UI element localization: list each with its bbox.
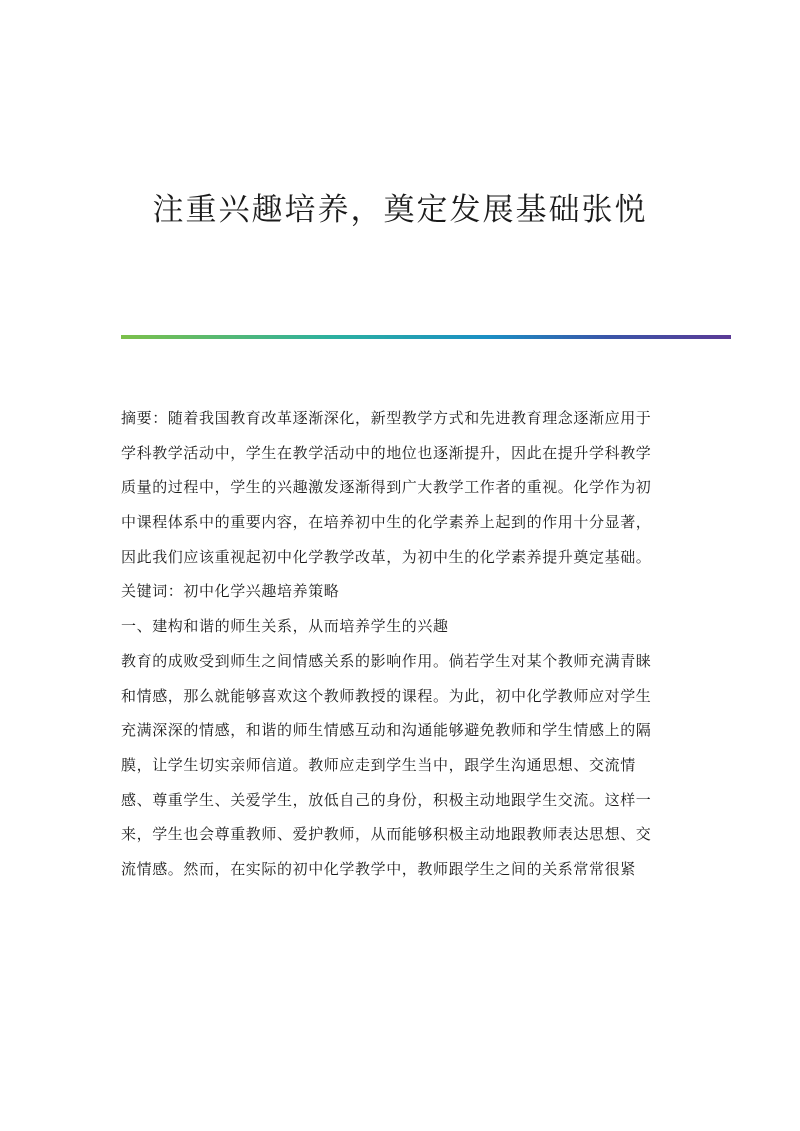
title-divider: [121, 335, 731, 339]
section-line: 感、尊重学生、关爱学生，放低自己的身份，积极主动地跟学生交流。这样一: [121, 790, 652, 809]
section-heading: 一、建构和谐的师生关系，从而培养学生的兴趣: [121, 617, 449, 636]
section-line: 和情感，那么就能够喜欢这个教师教授的课程。为此，初中化学教师应对学生: [121, 686, 652, 705]
section-line: 充满深深的情感，和谐的师生情感互动和沟通能够避免教师和学生情感上的隔: [121, 721, 652, 740]
section-line: 流情感。然而，在实际的初中化学教学中，教师跟学生之间的关系常常很紧: [121, 859, 636, 878]
abstract-line: 因此我们应该重视起初中化学教学改革，为初中生的化学素养提升奠定基础。: [121, 547, 652, 566]
page-title: 注重兴趣培养，奠定发展基础张悦: [152, 192, 648, 228]
abstract-line: 摘要：随着我国教育改革逐渐深化，新型教学方式和先进教育理念逐渐应用于: [121, 409, 652, 427]
keywords-line: 关键词：初中化学兴趣培养策略: [121, 582, 340, 601]
section-paragraph: [121, 644, 681, 887]
abstract-line: 中课程体系中的重要内容，在培养初中生的化学素养上起到的作用十分显著，: [121, 513, 652, 532]
section-line: 教育的成败受到师生之间情感关系的影响作用。倘若学生对某个教师充满青睐: [121, 651, 652, 670]
abstract-line: 学科教学活动中，学生在教学活动中的地位也逐渐提升，因此在提升学科教学: [121, 443, 652, 462]
section-line: 来，学生也会尊重教师、爱护教师，从而能够积极主动地跟教师表达思想、交: [121, 825, 652, 844]
abstract-paragraph: [121, 401, 681, 574]
section-line: 膜，让学生切实亲师信道。教师应走到学生当中，跟学生沟通思想、交流情: [121, 755, 636, 774]
abstract-line: 质量的过程中，学生的兴趣激发逐渐得到广大教学工作者的重视。化学作为初: [121, 478, 652, 497]
document-body: [121, 401, 681, 887]
